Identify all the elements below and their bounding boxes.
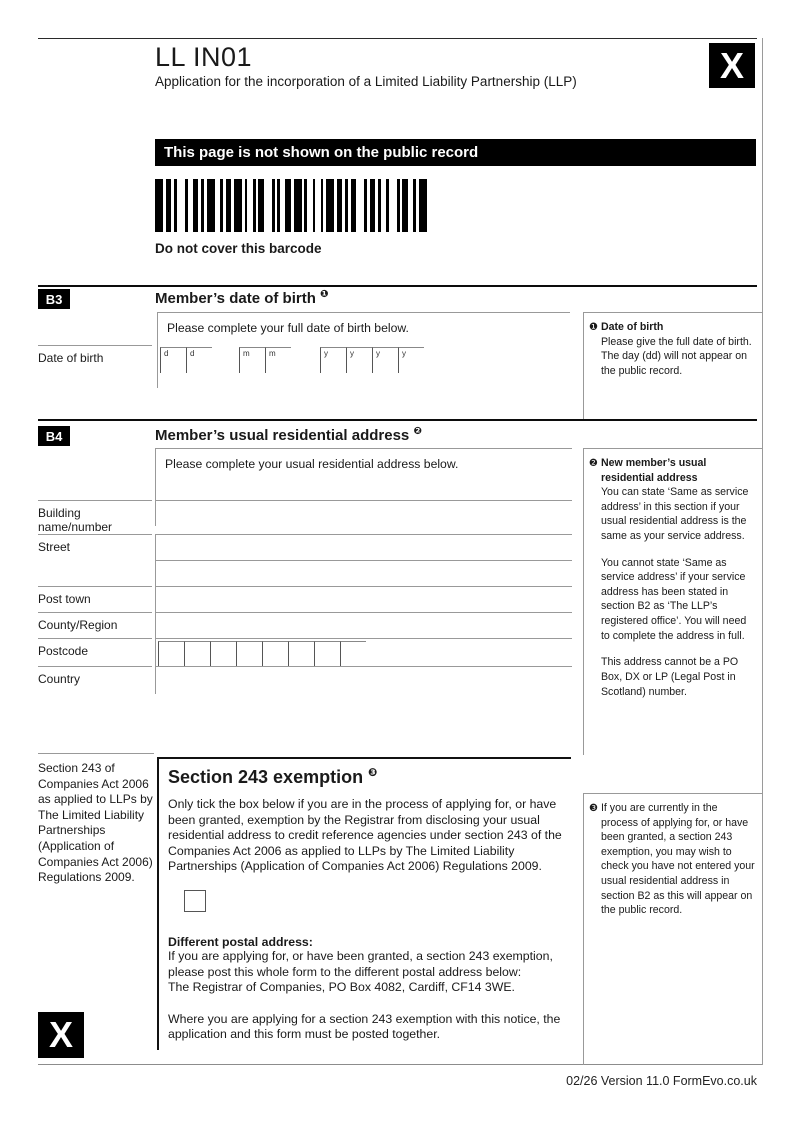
- section-b3-rule: [38, 285, 757, 287]
- postcode-cell[interactable]: [236, 641, 262, 667]
- table-row: [38, 666, 572, 694]
- note-2-box: [583, 448, 762, 755]
- note-2-paragraph: This address cannot be a PO Box, DX or LP (Legal Post in Scotland) number.: [600, 656, 739, 698]
- different-postal-address-body: If you are applying for, or have been granted, a section 243 exemption, please post this whole form to the different postal address below:: [168, 949, 553, 979]
- street-label: Street: [38, 534, 152, 560]
- street-input-2[interactable]: [155, 560, 572, 586]
- postcode-cell[interactable]: [314, 641, 340, 667]
- section-b3-title: Member’s date of birth: [155, 290, 316, 307]
- section-243-box: [157, 757, 571, 1050]
- public-record-banner: This page is not shown on the public record: [155, 139, 756, 166]
- note-2-marker: ❷: [589, 458, 598, 469]
- table-row: [38, 586, 572, 612]
- county-region-label: County/Region: [38, 612, 152, 638]
- section-b3-note-ref: ❶: [320, 289, 329, 300]
- dob-year-cell[interactable]: y: [398, 347, 424, 373]
- post-town-label: Post town: [38, 586, 152, 612]
- form-code: LL IN01: [155, 42, 253, 72]
- postcode-cell[interactable]: [288, 641, 314, 667]
- county-region-input[interactable]: [155, 612, 572, 638]
- postcode-cell[interactable]: [340, 641, 366, 667]
- dob-year-cell[interactable]: y: [346, 347, 372, 373]
- barcode-caption: Do not cover this barcode: [155, 241, 322, 256]
- section-b3-badge: B3: [38, 289, 70, 309]
- note-2-title: New member’s usual residential address: [600, 457, 707, 484]
- barcode: [155, 179, 432, 232]
- dob-day-cell[interactable]: d: [186, 347, 212, 373]
- table-row: [38, 500, 572, 534]
- footer-version-text: 02/26 Version 11.0 FormEvo.co.uk: [566, 1074, 757, 1088]
- note-1-text: Please give the full date of birth. The day (dd) will not appear on the public record.: [600, 335, 752, 377]
- form-title: Application for the incorporation of a Limited Liability Partnership (LLP): [155, 74, 577, 89]
- postcode-cell[interactable]: [184, 641, 210, 667]
- dob-year-cell[interactable]: y: [320, 347, 346, 373]
- registrar-postal-address: The Registrar of Companies, PO Box 4082, Cardiff, CF14 3WE.: [168, 980, 515, 995]
- dob-boxes: [160, 347, 424, 373]
- dob-month-cell[interactable]: m: [265, 347, 291, 373]
- note-3-text: If you are currently in the process of applying for, or have been granted, a section 243 exemption, you may wish to check you have not entered your usual residential address in section B2 as this will appear on the public record.: [600, 802, 755, 917]
- building-input[interactable]: [155, 500, 572, 526]
- address-table: [38, 448, 572, 694]
- note-2-paragraph: You can state ‘Same as service address’ in this section if your usual residential address is the same as your service address.: [600, 486, 749, 543]
- table-row: [38, 612, 572, 638]
- section-b4-rule: [38, 419, 757, 421]
- section-243-heading: [168, 766, 565, 788]
- x-logo-bottom: X: [38, 1012, 84, 1058]
- country-label: Country: [38, 666, 152, 694]
- building-label: Building name/number: [38, 500, 152, 534]
- postcode-label: Postcode: [38, 638, 152, 666]
- postcode-cell[interactable]: [210, 641, 236, 667]
- note-1-title: Date of birth: [600, 321, 664, 333]
- postcode-boxes: [156, 639, 572, 667]
- table-row: [38, 638, 572, 666]
- section-243-title: Section 243 exemption: [168, 767, 364, 787]
- dob-day-cell[interactable]: d: [160, 347, 186, 373]
- note-1-marker: ❶: [589, 322, 598, 333]
- section-b4-note-ref: ❷: [413, 426, 422, 437]
- dob-year-cell[interactable]: y: [372, 347, 398, 373]
- x-logo-top: X: [709, 43, 755, 88]
- note-3-box: [583, 793, 762, 1065]
- postcode-cell[interactable]: [262, 641, 288, 667]
- section-b4-title: Member’s usual residential address: [155, 427, 410, 444]
- section-b4-heading: [155, 426, 422, 444]
- post-town-input[interactable]: [155, 586, 572, 612]
- section-b4-badge: B4: [38, 426, 70, 446]
- table-row: [38, 560, 572, 586]
- postcode-cell[interactable]: [158, 641, 184, 667]
- dob-month-cell[interactable]: m: [239, 347, 265, 373]
- street-input[interactable]: [155, 534, 572, 560]
- note-3-marker: ❸: [589, 803, 598, 814]
- section-b3-heading: [155, 289, 329, 307]
- page-right-border: [762, 38, 763, 1065]
- country-input[interactable]: [155, 666, 572, 694]
- section-243-note-ref: ❸: [368, 766, 378, 779]
- dob-field-label: Date of birth: [38, 345, 152, 365]
- dob-intro: Please complete your full date of birth below.: [167, 321, 409, 335]
- note-1-box: [583, 312, 762, 419]
- address-intro-row: [38, 448, 572, 500]
- postcode-input: [155, 638, 572, 666]
- top-rule: [38, 38, 757, 39]
- address-intro: Please complete your usual residential address below.: [155, 448, 572, 500]
- section-243-side-label: Section 243 of Companies Act 2006 as applied to LLPs by The Limited Liability Partnerships (Application of Companies Act 2006) Regulations 2009.: [38, 753, 154, 886]
- note-2-paragraph: You cannot state ‘Same as service address’ if your service address has been stated in section B2 as ‘The LLP’s registered office’. You will need to complete the address in full.: [600, 556, 747, 642]
- different-postal-address-heading: Different postal address:: [168, 935, 313, 950]
- section-243-body: Only tick the box below if you are in the process of applying for, or have been granted, exemption by the Registrar from disclosing your usual residential address to credit reference agencies under section 243 of the Companies Act 2006 as applied to LLPs by The Limited Liability Partnerships (Application of Companies Act 2006) Regulations 2009.: [168, 797, 562, 874]
- section-243-closing: Where you are applying for a section 243 exemption with this notice, the application and this form must be posted together.: [168, 1011, 561, 1042]
- table-row: [38, 534, 572, 560]
- dob-input-area: [157, 312, 570, 388]
- section-243-checkbox[interactable]: [184, 890, 206, 912]
